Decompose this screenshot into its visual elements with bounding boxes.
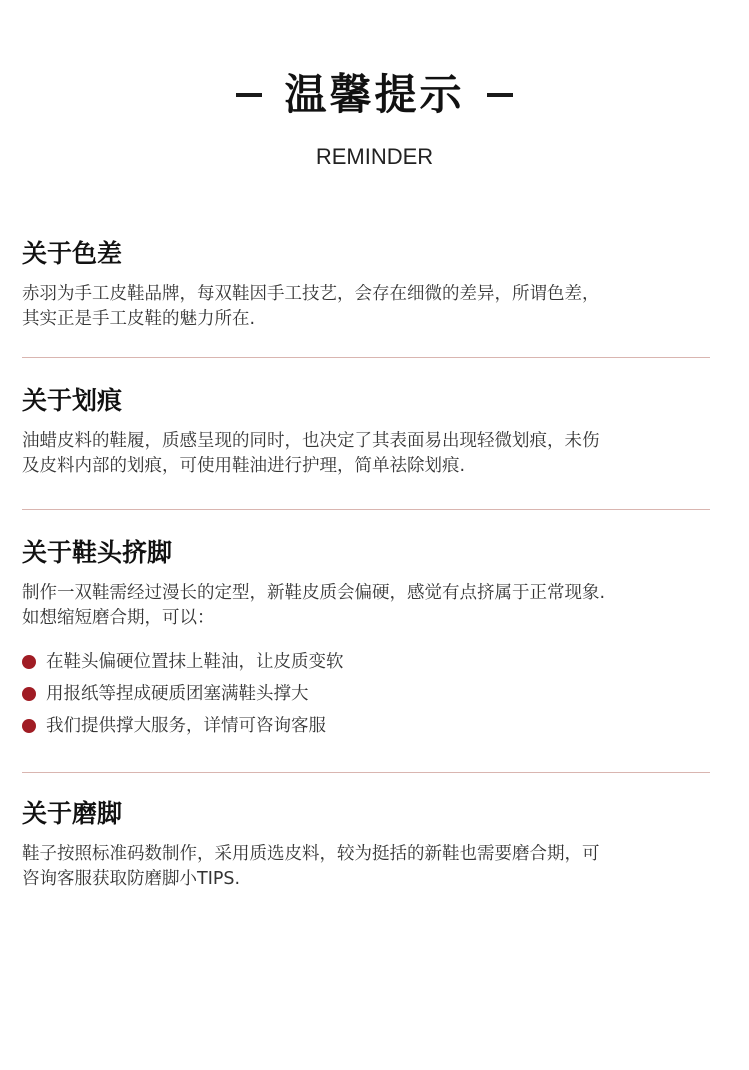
section-title: 关于磨脚 bbox=[22, 799, 123, 828]
body-line: 咨询客服获取防磨脚小TIPS. bbox=[22, 869, 241, 889]
body-line: 鞋子按照标准码数制作，采用质选皮料，较为挺括的新鞋也需要磨合期，可 bbox=[22, 844, 600, 864]
bullet-dot-icon bbox=[22, 687, 36, 701]
section-body bbox=[22, 429, 722, 479]
bullet-dot-icon bbox=[22, 719, 36, 733]
page-subtitle: REMINDER bbox=[315, 144, 434, 169]
list-item bbox=[22, 715, 722, 737]
section-body bbox=[22, 581, 722, 631]
section-divider bbox=[22, 772, 710, 773]
body-line: 油蜡皮料的鞋履，质感呈现的同时，也决定了其表面易出现轻微划痕，未伤 bbox=[22, 431, 600, 451]
section-toe-tightness bbox=[22, 537, 722, 747]
body-line: 其实正是手工皮鞋的魅力所在. bbox=[22, 309, 256, 329]
list-item-text: 在鞋头偏硬位置抹上鞋油，让皮质变软 bbox=[46, 652, 344, 672]
section-divider bbox=[22, 357, 710, 358]
section-divider bbox=[22, 509, 710, 510]
section-color-difference bbox=[22, 238, 722, 332]
title-right-dash bbox=[487, 93, 513, 97]
section-rubbing bbox=[22, 798, 722, 892]
body-line: 及皮料内部的划痕，可使用鞋油进行护理，简单祛除划痕. bbox=[22, 456, 466, 476]
list-item bbox=[22, 683, 722, 705]
section-title: 关于鞋头挤脚 bbox=[22, 538, 173, 567]
list-item-text: 我们提供撑大服务，详情可咨询客服 bbox=[46, 716, 326, 736]
title-left-dash bbox=[236, 93, 262, 97]
list-item bbox=[22, 651, 722, 673]
section-body bbox=[22, 842, 722, 892]
section-body bbox=[22, 282, 722, 332]
body-line: 如想缩短磨合期，可以： bbox=[22, 608, 215, 628]
bullet-dot-icon bbox=[22, 655, 36, 669]
body-line: 制作一双鞋需经过漫长的定型，新鞋皮质会偏硬，感觉有点挤属于正常现象. bbox=[22, 583, 606, 603]
tips-list bbox=[22, 651, 722, 737]
section-scratches bbox=[22, 385, 722, 479]
header bbox=[0, 60, 749, 170]
list-item-text: 用报纸等捏成硬质团塞满鞋头撑大 bbox=[46, 684, 309, 704]
body-line: 赤羽为手工皮鞋品牌，每双鞋因手工技艺，会存在细微的差异，所谓色差， bbox=[22, 284, 600, 304]
page-title: 温馨提示 bbox=[284, 70, 465, 119]
section-title: 关于色差 bbox=[22, 239, 123, 268]
section-title: 关于划痕 bbox=[22, 386, 123, 415]
title-row bbox=[0, 60, 749, 130]
